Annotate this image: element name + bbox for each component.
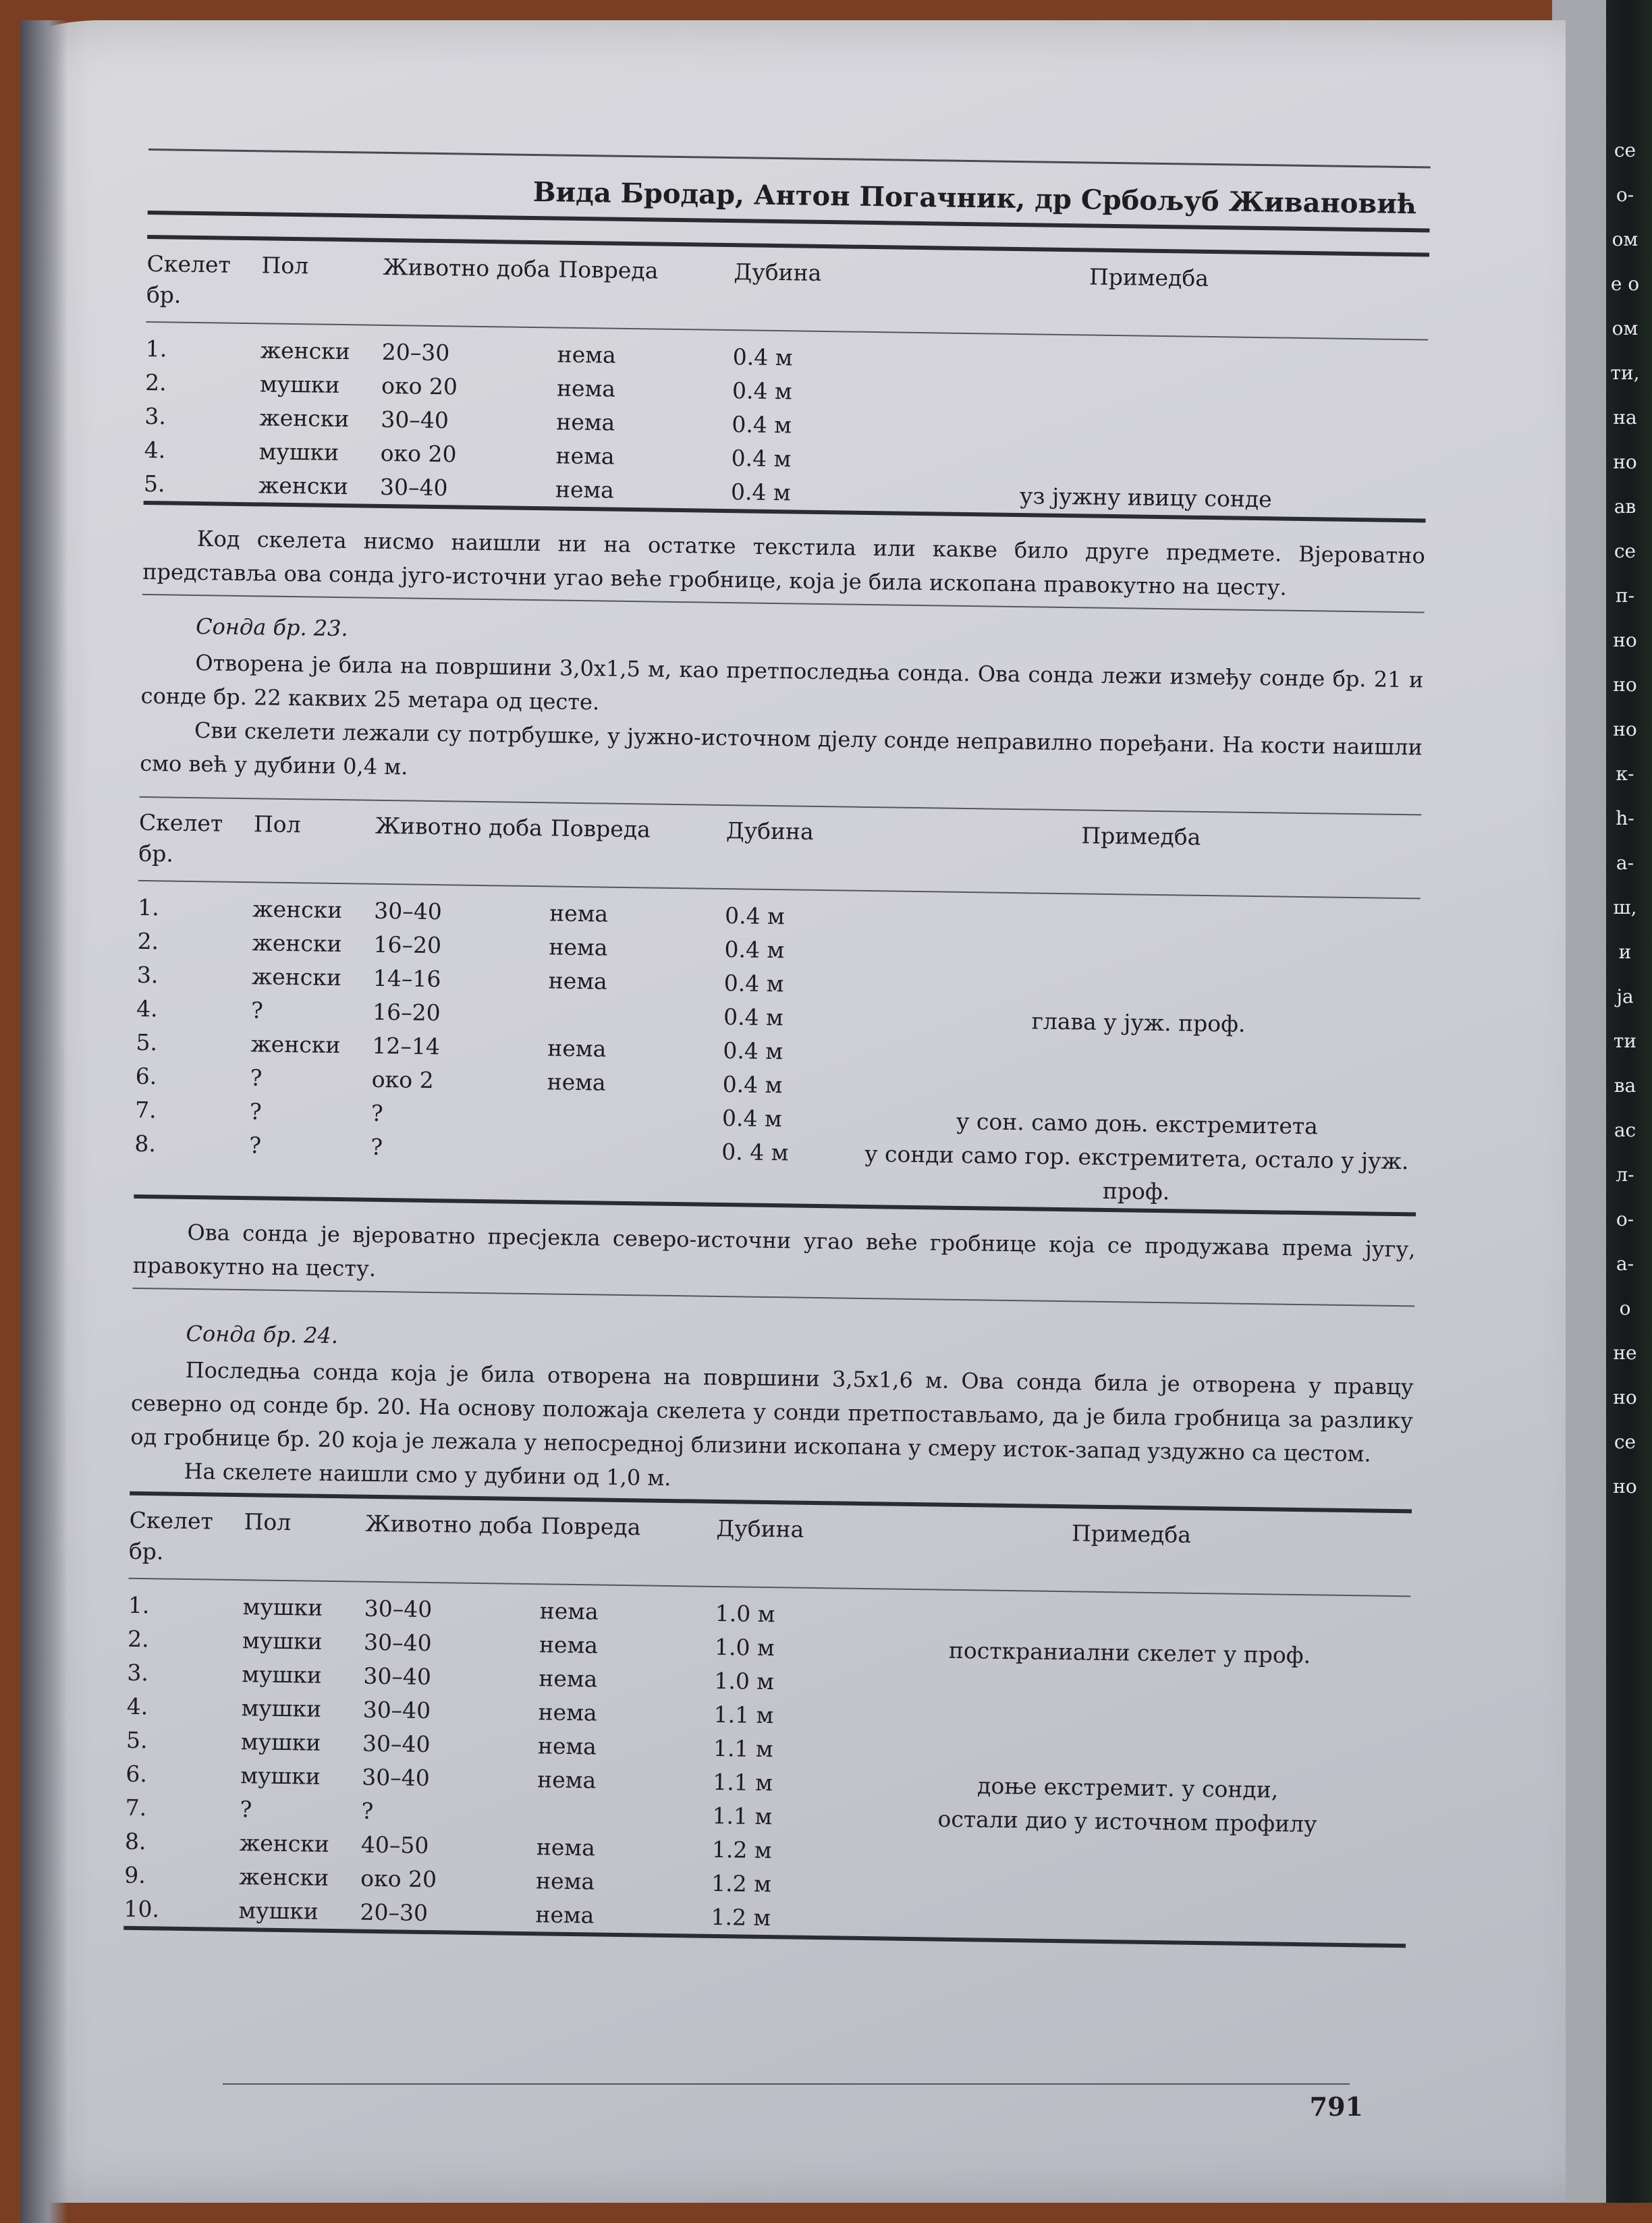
cell-age: 30–40 — [379, 473, 448, 501]
cell-skeleton-no: 1. — [145, 335, 167, 362]
header-sex: Пол — [244, 1508, 292, 1536]
header-depth: Дубина — [716, 1514, 804, 1543]
cell-note: посткраниални скелет у проф. — [948, 1637, 1311, 1669]
cell-skeleton-no: 2. — [144, 368, 167, 396]
cell-skeleton-no: 4. — [136, 995, 158, 1022]
cell-age: око 20 — [381, 372, 458, 400]
cell-injury: нема — [536, 1834, 596, 1861]
cell-injury: нема — [557, 341, 616, 368]
cell-age: 16–20 — [373, 931, 442, 959]
cell-age: око 20 — [380, 439, 457, 468]
cell-age: 30–40 — [364, 1595, 433, 1623]
edge-fragment: п- — [1615, 584, 1635, 607]
paragraph-2: Ова сонда је вјероватно пресјекла северо-источни угао веће гробнице која се продужава према југу, правокутно на цесту. — [132, 1219, 1416, 1282]
cell-sex: женски — [260, 337, 351, 365]
cell-injury: нема — [535, 1901, 595, 1929]
edge-fragment: е о — [1610, 273, 1640, 295]
skeleton-table-3 — [123, 1495, 1412, 1944]
header-age: Животно доба — [375, 812, 543, 842]
cell-note: остали дио у источном профилу — [937, 1805, 1317, 1838]
cell-depth: 0.4 м — [721, 1105, 782, 1132]
edge-fragment: h- — [1616, 807, 1634, 829]
cell-depth: 0.4 м — [722, 1071, 783, 1099]
cell-sex: мушки — [242, 1593, 323, 1621]
cell-sex: женски — [259, 404, 350, 433]
edge-fragment: о — [1619, 1297, 1631, 1319]
cell-depth: 0.4 м — [723, 970, 784, 997]
cell-age: ? — [370, 1099, 384, 1126]
cell-age: око 2 — [371, 1066, 434, 1094]
edge-fragment: но — [1613, 674, 1637, 696]
cell-depth: 1.1 м — [713, 1701, 774, 1729]
edge-fragment: ја — [1616, 985, 1634, 1008]
cell-age: 14–16 — [373, 964, 441, 993]
cell-depth: 0.4 м — [732, 411, 792, 439]
cell-depth: 0.4 м — [730, 478, 791, 506]
cell-sex: ? — [249, 1132, 262, 1159]
edge-fragment: и — [1618, 941, 1632, 963]
cell-injury: нема — [549, 900, 609, 927]
cell-skeleton-no: 8. — [124, 1828, 146, 1855]
cell-note: уз јужну ивицу сонде — [1019, 483, 1273, 513]
sonda-23-paragraph-1: Отворена је била на површини 3,0х1,5 м, као претпоследња сонда. Ова сонда лежи између сонде бр. 21 и сонде бр. 22 каквих 25 метара од цесте. — [140, 650, 1424, 715]
header-sex: Пол — [253, 811, 301, 838]
cell-skeleton-no: 4. — [126, 1693, 148, 1720]
cell-sex: женски — [252, 896, 343, 924]
cell-injury: нема — [539, 1631, 599, 1659]
cell-depth: 0. 4 м — [721, 1138, 789, 1166]
page-gutter — [20, 20, 67, 2223]
cell-age: 30–40 — [373, 897, 443, 925]
cell-depth: 0.4 м — [724, 936, 785, 964]
cell-age: 30–40 — [363, 1628, 432, 1657]
edge-fragment: но — [1613, 629, 1637, 651]
page-content — [123, 148, 1431, 1964]
cell-sex: ? — [240, 1796, 252, 1823]
cell-note: глава у јуж. проф. — [1031, 1008, 1246, 1037]
edge-fragment: ти — [1613, 1030, 1637, 1052]
sonda-24-paragraph-1: Последња сонда која је била отворена на површини 3,5х1,6 м. Ова сонда била је отворена у правцу северно од сонде бр. 20. На основу положаја скелета у сонди претпостављамо, да је била гробница за разлику од гробнице бр. 20 која је лежала у непосредној близини ископана у смеру исток-запад уздужно са цестом. — [130, 1356, 1414, 1467]
cell-skeleton-no: 7. — [125, 1794, 147, 1821]
page-number: 791 — [1309, 2091, 1363, 2122]
cell-age: 30–40 — [362, 1696, 431, 1724]
cell-skeleton-no: 2. — [137, 927, 159, 955]
header-depth: Дубина — [725, 817, 815, 845]
cell-injury: нема — [547, 1035, 607, 1062]
running-head: Вида Бродар, Антон Погачник, др Србољуб Живановић — [532, 175, 1417, 221]
cell-depth: 1.1 м — [712, 1802, 773, 1830]
cell-sex: мушки — [258, 438, 339, 466]
cell-sex: мушки — [240, 1728, 321, 1756]
cell-sex: мушки — [242, 1627, 323, 1655]
cell-injury: нема — [548, 967, 607, 995]
cell-depth: 1.1 м — [713, 1734, 773, 1763]
edge-fragment: се — [1614, 540, 1636, 562]
cell-age: 16–20 — [372, 998, 441, 1026]
sonda-23-paragraph-2: Сви скелети лежали су потрбушке, у јужно-источном дјелу сонде неправилно поређани. На кости наишли смо већ у дубини 0,4 м. — [140, 717, 1423, 780]
cell-injury: нема — [556, 408, 615, 436]
cell-depth: 1.2 м — [711, 1869, 772, 1898]
header-injury: Повреда — [558, 256, 659, 284]
cell-sex: мушки — [238, 1897, 319, 1925]
cell-skeleton-no: 7. — [134, 1096, 157, 1124]
header-note: Примедба — [1089, 263, 1209, 292]
cell-depth: 0.4 м — [731, 445, 792, 472]
cell-injury: нема — [537, 1766, 597, 1794]
edge-fragment: но — [1613, 1475, 1637, 1498]
cell-skeleton-no: 2. — [127, 1625, 149, 1653]
cell-injury: нема — [555, 442, 615, 470]
edge-fragment: ом — [1612, 228, 1639, 250]
cell-injury: нема — [535, 1867, 595, 1895]
cell-depth: 1.2 м — [711, 1903, 771, 1931]
cell-depth: 1.1 м — [713, 1768, 773, 1796]
cell-skeleton-no: 3. — [136, 961, 159, 989]
cell-skeleton-no: 5. — [126, 1726, 148, 1754]
edge-fragment: ва — [1614, 1074, 1636, 1097]
header-depth: Дубина — [734, 258, 822, 286]
edge-fragment: ти, — [1610, 362, 1640, 384]
cell-depth: 0.4 м — [723, 1004, 784, 1031]
cell-age: ? — [370, 1133, 383, 1160]
edge-fragment: се — [1614, 139, 1636, 161]
cell-age: 12–14 — [372, 1032, 441, 1060]
cell-sex: женски — [239, 1830, 330, 1857]
header-age: Животно доба — [383, 253, 551, 283]
edge-fragment: ом — [1612, 317, 1639, 339]
header-note: Примедба — [1071, 1520, 1192, 1548]
section-title-sonda-23: Сонда бр. 23. — [195, 613, 348, 642]
cell-depth: 1.0 м — [714, 1667, 775, 1695]
cell-injury: нема — [539, 1665, 598, 1693]
edge-fragment: к- — [1616, 763, 1634, 785]
cell-injury — [548, 997, 724, 1034]
facing-page-text-fragments — [1605, 128, 1645, 1509]
cell-depth: 0.4 м — [723, 1037, 783, 1065]
footer-rule — [223, 2083, 1350, 2085]
cell-injury: нема — [556, 375, 616, 402]
cell-note: доње екстремит. у сонди, — [976, 1772, 1279, 1803]
skeleton-table-1 — [144, 239, 1429, 518]
edge-fragment: но — [1613, 451, 1637, 473]
cell-depth: 0.4 м — [732, 377, 792, 405]
edge-fragment: о- — [1616, 184, 1634, 206]
edge-fragment: ас — [1614, 1119, 1636, 1141]
cell-skeleton-no: 6. — [135, 1062, 157, 1090]
edge-fragment: не — [1613, 1342, 1637, 1364]
cell-sex: женски — [252, 929, 342, 958]
edge-fragment: ш, — [1613, 896, 1637, 918]
cell-depth: 1.0 м — [715, 1599, 775, 1628]
cell-sex: ? — [250, 1064, 263, 1091]
cell-sex: женски — [250, 1031, 341, 1059]
header-age: Животно доба — [365, 1510, 533, 1539]
sonda-24-paragraph-2: На скелете наишли смо у дубини од 1,0 м. — [184, 1458, 671, 1491]
cell-injury: нема — [539, 1597, 599, 1625]
cell-sex: ? — [250, 997, 264, 1024]
cell-skeleton-no: 5. — [143, 470, 165, 497]
header-skeleton: Скелет бр. — [146, 250, 231, 308]
cell-sex: ? — [249, 1098, 263, 1125]
cell-skeleton-no: 4. — [144, 436, 166, 464]
edge-fragment: но — [1613, 718, 1637, 740]
cell-sex: мушки — [241, 1695, 322, 1722]
cell-skeleton-no: 5. — [136, 1028, 158, 1056]
cell-age: 40–50 — [360, 1831, 429, 1859]
cell-age: око 20 — [360, 1865, 437, 1893]
header-skeleton: Скелет бр. — [138, 808, 223, 867]
cell-note: у сонди само гор. екстремитета, остало у јуж. проф. — [864, 1140, 1409, 1205]
cell-sex: женски — [258, 472, 349, 500]
cell-skeleton-no: 3. — [144, 402, 167, 430]
cell-age: ? — [361, 1797, 374, 1824]
cell-sex: мушки — [259, 370, 340, 398]
cell-skeleton-no: 1. — [128, 1591, 150, 1619]
section-title-sonda-24: Сонда бр. 24. — [186, 1320, 339, 1349]
cell-injury: нема — [547, 1068, 606, 1096]
header-skeleton: Скелет бр. — [128, 1506, 214, 1565]
edge-fragment: о- — [1616, 1208, 1634, 1230]
cell-sex: женски — [251, 963, 342, 991]
cell-age: 30–40 — [362, 1763, 431, 1792]
cell-injury: нема — [555, 476, 615, 503]
cell-injury — [545, 1132, 721, 1203]
edge-fragment: ав — [1614, 495, 1636, 518]
cell-injury: нема — [537, 1732, 597, 1760]
header-injury: Повреда — [541, 1512, 641, 1541]
edge-fragment: а- — [1616, 852, 1634, 874]
cell-sex: мушки — [242, 1661, 323, 1689]
cell-age: 30–40 — [363, 1662, 432, 1691]
cell-note: у сон. само доњ. екстремитета — [956, 1107, 1319, 1140]
cell-depth: 0.4 м — [724, 902, 786, 930]
paragraph-1: Код скелета нисмо наишли ни на остатке текстила или какве било друге предмете. Вјероватно представља ова сонда југо-источни угао веће гробнице, која је била ископана правокутно на цесту. — [142, 526, 1426, 601]
cell-skeleton-no: 1. — [138, 894, 160, 921]
cell-skeleton-no: 3. — [127, 1659, 149, 1686]
header-injury: Повреда — [550, 815, 651, 843]
cell-sex: мушки — [240, 1762, 321, 1790]
table-3-block — [123, 1491, 1412, 1948]
cell-injury: нема — [538, 1699, 597, 1726]
edge-fragment: л- — [1616, 1163, 1634, 1186]
edge-fragment: се — [1614, 1431, 1636, 1453]
cell-depth: 0.4 м — [732, 344, 793, 371]
cell-age: 30–40 — [381, 406, 449, 434]
table-1-block — [144, 235, 1429, 522]
cell-skeleton-no: 6. — [126, 1760, 148, 1788]
cell-sex: женски — [238, 1863, 329, 1891]
cell-age: 30–40 — [362, 1730, 431, 1758]
cell-injury: нема — [549, 933, 608, 961]
cell-depth: 1.0 м — [714, 1633, 775, 1662]
cell-skeleton-no: 10. — [123, 1895, 160, 1923]
header-note: Примедба — [1081, 822, 1201, 850]
cell-skeleton-no: 9. — [124, 1861, 146, 1889]
cell-skeleton-no: 8. — [134, 1130, 157, 1157]
header-sex: Пол — [261, 252, 309, 279]
cell-age: 20–30 — [381, 338, 450, 366]
edge-fragment: но — [1613, 1386, 1637, 1408]
cell-injury — [536, 1796, 713, 1833]
book-page — [20, 20, 1566, 2203]
cell-age: 20–30 — [360, 1898, 429, 1927]
edge-fragment: а- — [1616, 1253, 1634, 1275]
skeleton-table-2 — [134, 798, 1421, 1212]
cell-injury — [547, 1099, 723, 1135]
edge-fragment: на — [1613, 406, 1637, 429]
table-2-block — [134, 796, 1421, 1216]
cell-depth: 1.2 м — [711, 1836, 772, 1864]
